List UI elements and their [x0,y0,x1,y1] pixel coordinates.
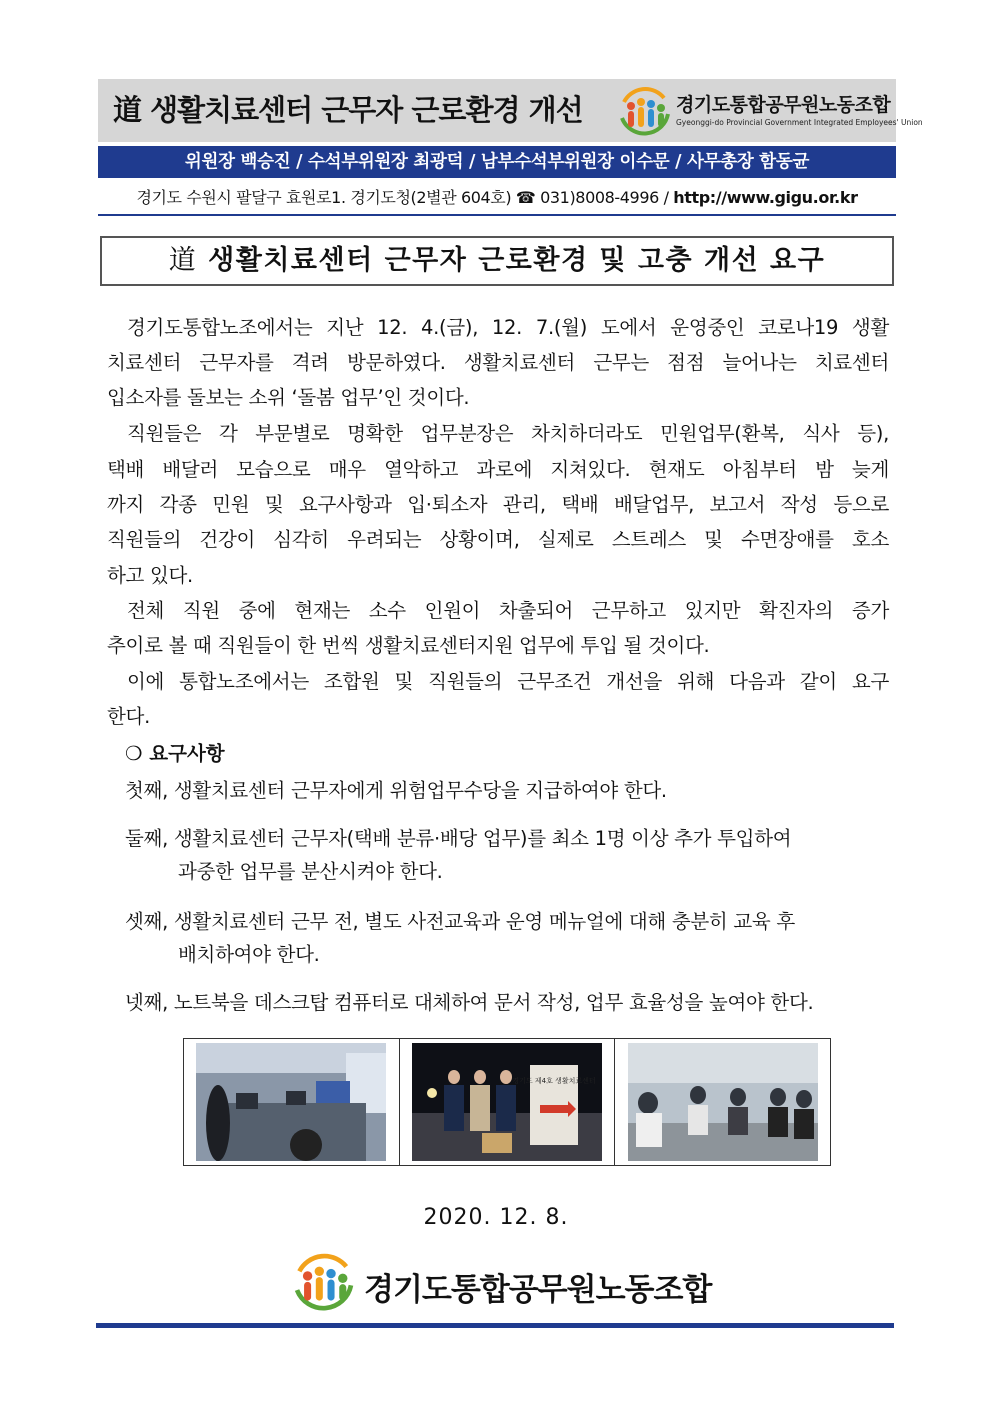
office-photo-image [196,1043,386,1161]
p3-line2: 추이로 볼 때 직원들이 한 번씩 생활치료센터지원 업무에 투입 될 것이다. [107,634,710,657]
headline [102,238,892,284]
demand-2-line1: 둘째, 생활치료센터 근무자(택배 분류·배당 업무)를 최소 1명 이상 추가 투입하여 [125,827,792,850]
headline-text: 생활치료센터 근무자 근로환경 및 고충 개선 요구 [208,245,826,276]
p1-line1: 경기도통합노조에서는 지난 12. 4.(금), 12. 7.(월) 도에서 운영중인 코로나19 생활 [127,316,889,339]
p2-line2: 택배 배달러 모습으로 매우 열악하고 과로에 지쳐있다. 현재도 아침부터 밤 늦게 [107,458,889,481]
entrance-photo-image [412,1043,602,1161]
headline-box [100,236,894,286]
p2-line5: 하고 있다. [107,564,193,587]
demand-3-line2: 배치하여야 한다. [178,943,320,966]
demands-heading: ❍ 요구사항 [125,742,225,765]
footer-union-name: 경기도통합공무원노동조합 [364,1272,712,1308]
address-line [98,185,896,208]
demand-4: 넷째, 노트북을 데스크탑 컴퓨터로 대체하여 문서 작성, 업무 효율성을 높여야 한다. [125,991,814,1014]
demand-3 [125,905,890,971]
p1-line3: 입소자를 돌보는 소위 ‘돌봄 업무’인 것이다. [107,386,470,409]
footer-logo [290,1250,710,1320]
logo-name-korean: 경기도통합공무원노동조합 [676,94,891,116]
photo-office [184,1039,400,1165]
demand-3-line1: 셋째, 생활치료센터 근무 전, 별도 사전교육과 운영 메뉴얼에 대해 충분히 교육 후 [125,910,795,933]
demand-1: 첫째, 생활치료센터 근무자에게 위험업무수당을 지급하여야 한다. [125,779,667,802]
address-text: 경기도 수원시 팔달구 효원로1. 경기도청(2별관 604호) ☎ 031)8008-4996 / [136,188,674,207]
demand-2 [125,822,890,888]
logo-name-english: Gyeonggi-do Provincial Government Integrated Employees' Union [676,118,923,127]
photo-strip [183,1038,831,1166]
p2-line1: 직원들은 각 부문별로 명확한 업무분장은 차치하더라도 민원업무(환복, 식사 등), [127,422,889,445]
website-url[interactable]: http://www.gigu.or.kr [673,188,858,207]
header-rule [98,214,896,216]
union-logo [616,84,923,140]
photo-meeting [615,1039,830,1165]
entrance-sign-text: 경기도 제4호 생활치료센터 [512,1077,596,1085]
meeting-photo-image [628,1043,818,1161]
p2-line3: 까지 각종 민원 및 요구사항과 입·퇴소자 관리, 택배 배달업무, 보고서 작성 등으로 [107,493,889,516]
p1-line2: 치료센터 근무자를 격려 방문하였다. 생활치료센터 근무는 점점 늘어나는 치료센터 [107,351,889,374]
demand-2-line2: 과중한 업무를 분산시켜야 한다. [178,860,443,883]
p4-line2: 한다. [107,705,150,728]
p2-line4: 직원들의 건강이 심각히 우려되는 상황이며, 실제로 스트레스 및 수면장애를 호소 [107,528,889,551]
footer-rule [96,1323,894,1328]
p4-line1: 이에 통합노조에서는 조합원 및 직원들의 근무조건 개선을 위해 다음과 같이 요구 [127,670,889,693]
document-date: 2020. 12. 8. [423,1205,569,1230]
officers-bar: 위원장 백승진 / 수석부위원장 최광덕 / 남부수석부위원장 이수문 / 사무총장 함동균 [98,146,896,178]
headline-prefix: 道 [168,245,198,276]
photo-entrance [400,1039,616,1165]
footer-logo-icon [290,1250,358,1316]
union-logo-icon [616,84,674,140]
p3-line1: 전체 직원 중에 현재는 소수 인원이 차출되어 근무하고 있지만 확진자의 증가 [127,599,889,622]
header-title: 道 생활치료센터 근무자 근로환경 개선 [113,93,583,127]
